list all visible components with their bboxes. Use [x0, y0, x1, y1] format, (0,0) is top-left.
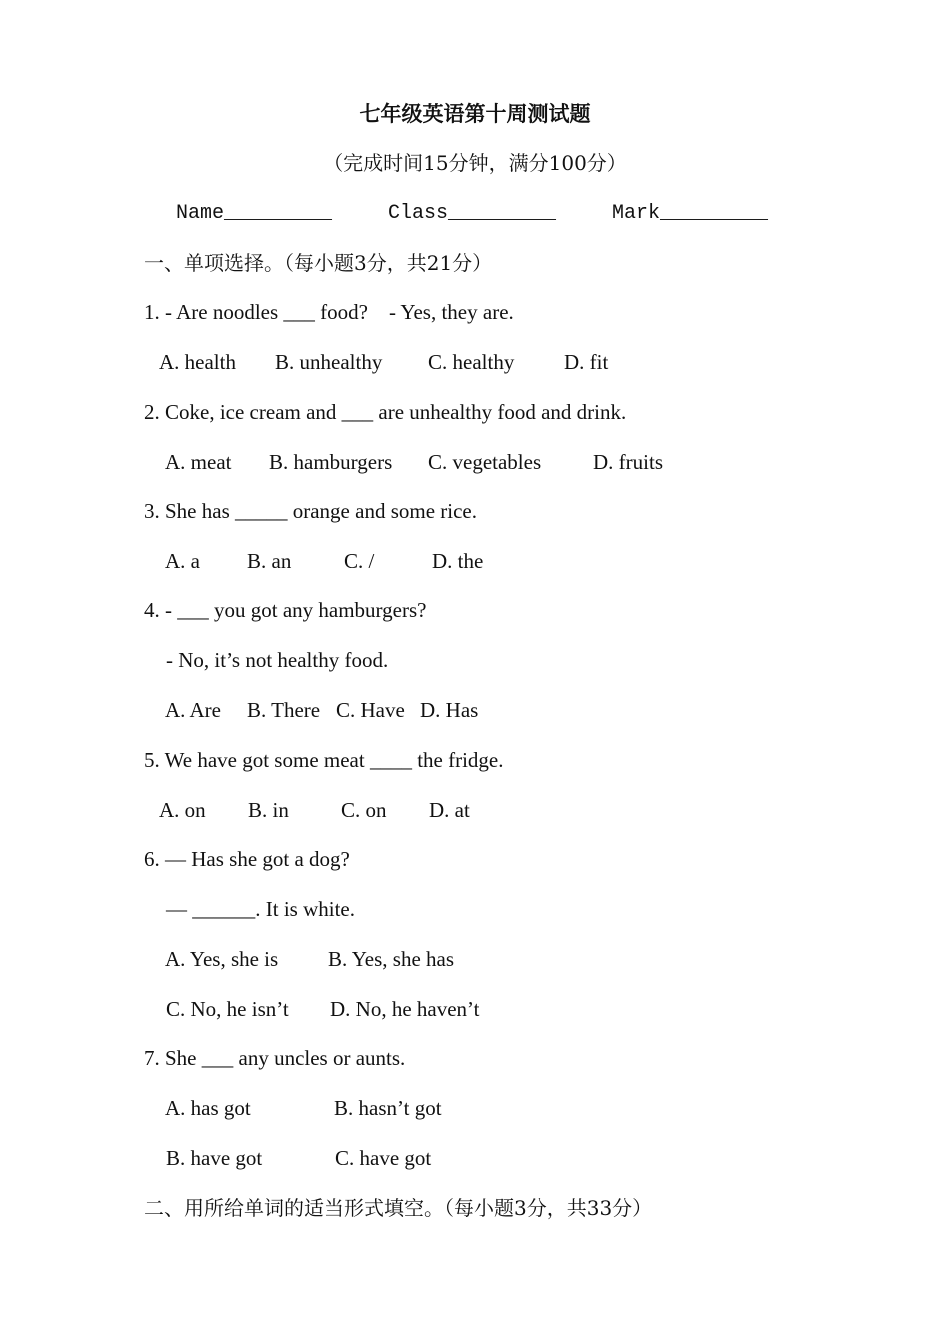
- question-3: 3. She has _____ orange and some rice.: [144, 499, 477, 523]
- option-c: C. No, he isn’t: [166, 997, 289, 1021]
- class-field: Class_________: [388, 202, 557, 225]
- question-6-reply: — ______. It is white.: [166, 897, 355, 921]
- option-c: C. Have: [336, 698, 405, 722]
- option-c: C. on: [341, 798, 387, 822]
- option-d: D. at: [429, 798, 470, 822]
- option-d: D. fit: [564, 350, 609, 374]
- page-subtitle: （完成时间15分钟，满分100分）: [323, 151, 627, 175]
- section-heading: 一、单项选择。（每小题3分，共21分）: [144, 251, 493, 275]
- option-a: A. Are: [165, 698, 221, 722]
- option-a: A. Yes, she is: [165, 947, 279, 971]
- question-1: 1. - Are noodles ___ food? - Yes, they are.: [144, 300, 514, 324]
- option-d: D. the: [432, 549, 484, 573]
- option-a: A. a: [165, 549, 200, 573]
- mark-field: Mark_________: [612, 202, 769, 225]
- option-d: D. No, he haven’t: [330, 997, 480, 1021]
- question-6: 6. — Has she got a dog?: [144, 847, 350, 871]
- question-4: 4. - ___ you got any hamburgers?: [144, 598, 427, 622]
- option-c: B. have got: [166, 1146, 263, 1170]
- option-b: B. an: [247, 549, 292, 573]
- option-a: A. on: [159, 798, 206, 822]
- option-d: D. fruits: [593, 450, 663, 474]
- section-heading: 二、用所给单词的适当形式填空。（每小题3分，共33分）: [144, 1196, 653, 1220]
- question-2: 2. Coke, ice cream and ___ are unhealthy food and drink.: [144, 400, 627, 424]
- option-a: A. health: [159, 350, 236, 374]
- question-5: 5. We have got some meat ____ the fridge.: [144, 748, 504, 772]
- question-4-reply: - No, it’s not healthy food.: [166, 648, 389, 672]
- option-b: B. in: [248, 798, 289, 822]
- option-c: C. /: [344, 549, 375, 573]
- option-d: D. Has: [420, 698, 479, 722]
- option-b: B. unhealthy: [275, 350, 383, 374]
- question-7: 7. She ___ any uncles or aunts.: [144, 1046, 406, 1070]
- option-c: C. healthy: [428, 350, 515, 374]
- page-title: 七年级英语第十周测试题: [359, 102, 591, 126]
- option-a: A. meat: [165, 450, 232, 474]
- option-a: A. has got: [165, 1096, 251, 1120]
- option-d: C. have got: [335, 1146, 432, 1170]
- option-b: B. hasn’t got: [334, 1096, 442, 1120]
- option-b: B. There: [247, 698, 321, 722]
- option-b: B. hamburgers: [269, 450, 393, 474]
- option-c: C. vegetables: [428, 450, 542, 474]
- name-field: Name_________: [176, 202, 333, 225]
- option-b: B. Yes, she has: [328, 947, 455, 971]
